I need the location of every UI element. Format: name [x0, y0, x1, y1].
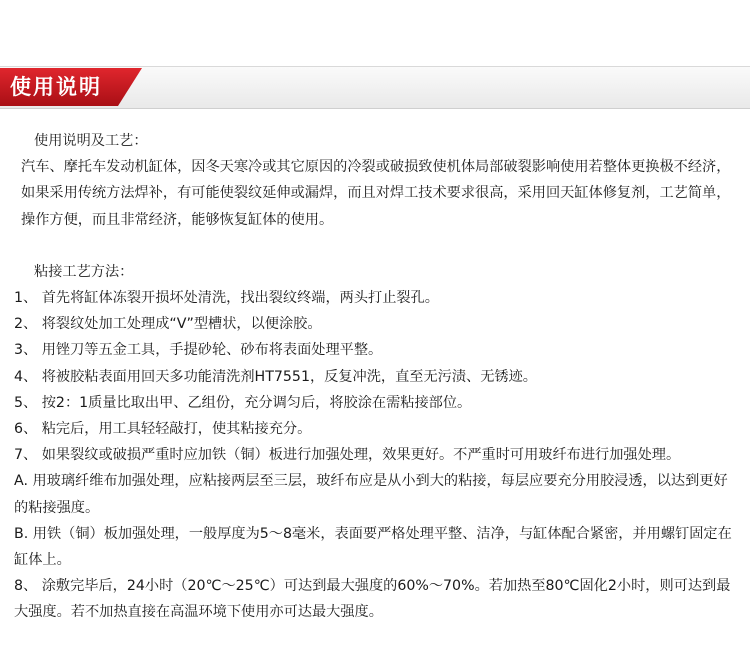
section-tab — [0, 68, 142, 106]
method-heading: 粘接工艺方法： — [34, 263, 134, 280]
intro-heading: 使用说明及工艺： — [34, 133, 148, 149]
method-step-2: 2、 将裂纹处加工处理成“V”型槽状，以便涂胶。 — [14, 316, 322, 333]
method-step-3: 3、 用锉刀等五金工具，手提砂轮、砂布将表面处理平整。 — [14, 342, 383, 359]
intro-body: 汽车、摩托车发动机缸体，因冬天寒冷或其它原因的冷裂或破损致使机体局部破裂影响使用若整体更换极不经济，如果采用传统方法焊补，有可能使裂纹延伸或漏焊，而且对焊工技术要求很高，采用回天缸体修复剂，工艺简单，操作方便，而且非常经济，能够恢复缸体的使用。 — [21, 159, 731, 228]
method-step-5: 5、 按2：1质量比取出甲、乙组份，充分调匀后，将胶涂在需粘接部位。 — [14, 394, 472, 411]
method-step-6: 6、 粘完后，用工具轻轻敲打，使其粘接充分。 — [14, 421, 312, 438]
spacer — [14, 233, 738, 259]
page-title: 使用说明 — [10, 75, 102, 99]
method-step-8: 8、 涂敷完毕后，24小时（20℃～25℃）可达到最大强度的60%～70%。若加热至80℃固化2小时，则可达到最大强度。若不加热直接在高温环境下使用亦可达最大强度。 — [14, 578, 731, 621]
instructions-content — [14, 128, 738, 626]
method-step-a: A. 用玻璃纤维布加强处理，应粘接两层至三层，玻纤布应是从小到大的粘接，每层应要充分用胶浸透，以达到更好的粘接强度。 — [14, 473, 728, 516]
method-step-1: 1、 首先将缸体冻裂开损坏处清洗，找出裂纹终端，两头打止裂孔。 — [14, 290, 439, 307]
method-step-7: 7、 如果裂纹或破损严重时应加铁（铜）板进行加强处理，效果更好。不严重时可用玻纤布进行加强处理。 — [14, 447, 681, 464]
method-step-4: 4、 将被胶粘表面用回天多功能清洗剂HT7551，反复冲洗，直至无污渍、无锈迹。 — [14, 368, 537, 385]
header-bottom-rule — [0, 108, 750, 109]
method-step-b: B. 用铁（铜）板加强处理，一般厚度为5～8毫米，表面要严格处理平整、洁净，与缸体配合紧密，并用螺钉固定在缸体上。 — [14, 525, 732, 569]
